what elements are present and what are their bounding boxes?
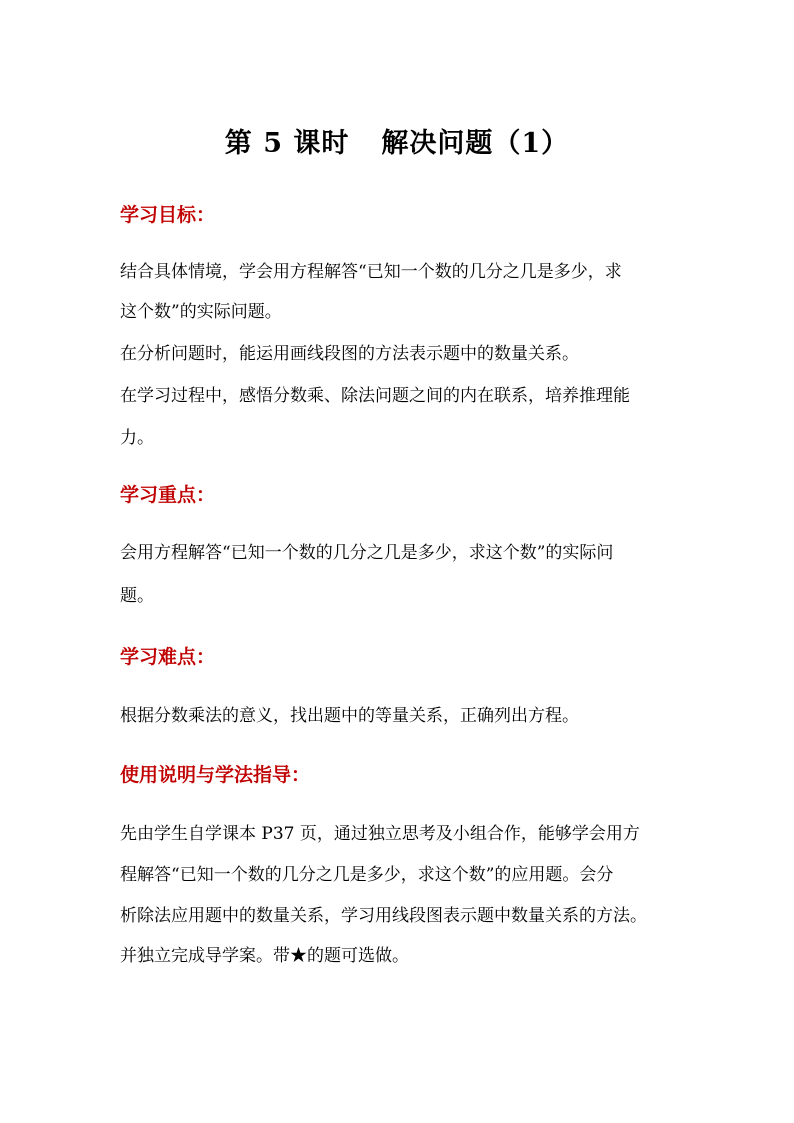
objectives-line-2: 这个数”的实际问题。 [120, 302, 282, 322]
page-title [0, 124, 794, 164]
title-lesson-number: 第 5 课时 [224, 128, 350, 159]
objectives-line-5: 力。 [120, 428, 154, 448]
difficulties-heading: 学习难点： [120, 646, 216, 668]
key-points-heading: 学习重点： [120, 484, 216, 506]
objectives-line-3: 在分析问题时，能运用画线段图的方法表示题中的数量关系。 [120, 344, 579, 364]
instructions-line-4: 并独立完成导学案。带★的题可选做。 [120, 946, 409, 966]
instructions-line-2: 程解答“已知一个数的几分之几是多少，求这个数”的应用题。会分 [120, 865, 614, 885]
objectives-line-1: 结合具体情境，学会用方程解答“已知一个数的几分之几是多少，求 [120, 262, 622, 282]
instructions-line-3: 析除法应用题中的数量关系，学习用线段图表示题中数量关系的方法。 [120, 906, 647, 926]
title-lesson-name: 解决问题（1） [381, 128, 570, 159]
difficulties-line-1: 根据分数乘法的意义，找出题中的等量关系，正确列出方程。 [120, 706, 579, 726]
objectives-heading: 学习目标： [120, 204, 216, 226]
key-points-line-2: 题。 [120, 586, 154, 606]
instructions-line-1: 先由学生自学课本 P37 页，通过独立思考及小组合作，能够学会用方 [120, 824, 640, 844]
objectives-line-4: 在学习过程中，感悟分数乘、除法问题之间的内在联系，培养推理能 [120, 386, 630, 406]
instructions-heading: 使用说明与学法指导： [120, 764, 311, 786]
key-points-line-1: 会用方程解答“已知一个数的几分之几是多少，求这个数”的实际问 [120, 543, 614, 563]
